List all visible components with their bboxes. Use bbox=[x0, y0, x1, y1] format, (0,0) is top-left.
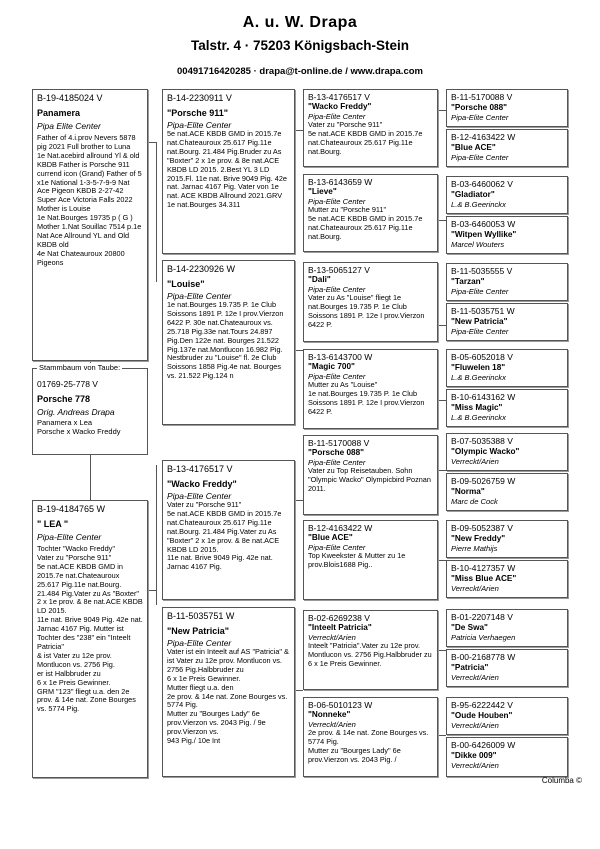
pigeon-name: "Porsche 911" bbox=[167, 108, 229, 118]
pedigree-notes: 5e nat.ACE KBDB GMD in 2015.7e nat.Chateauroux 25.617 Pig.11e nat.Bourg. 21.484 Pig.Bruder zu As "Boxter" 2 x 1e prov. & 8e nat.ACE KBDB LD 2015. 2.Best YL 3 LD 2015.Fl. 11e nat. Brive 9049 Pig. 42e nat. Jarnac 4167 Pig. Vater von 1e nat. ACE KBDB Allround 2021.GRV 1e nat.Bourges 34.311 bbox=[167, 129, 287, 210]
ring-number: B-11-5170088 V bbox=[308, 438, 370, 448]
subject-pigeon-card bbox=[32, 363, 148, 455]
owner-name: Pipa-Elite Center bbox=[451, 327, 509, 336]
pedigree-notes: Vater zu "Porsche 911" 5e nat.ACE KBDB GMD in 2015.7e nat.Chateauroux 25.617 Pig.11e nat.Bourg. bbox=[308, 120, 423, 156]
pigeon-name: "Norma" bbox=[451, 487, 485, 496]
pigeon-name: "Wacko Freddy" bbox=[167, 479, 237, 489]
connector-line bbox=[156, 465, 157, 605]
ancestor-card bbox=[446, 349, 568, 387]
connector-line bbox=[295, 500, 303, 501]
pedigree-notes: Vater zu "Porsche 911" 5e nat.ACE KBDB GMD in 2015.7e nat.Chateauroux 25.617 Pig.11e nat.Bourg. 21.484 Pig.Vater zu As "Boxter" 2 x 1e prov. & 8e nat.ACE KBDB LD 2015. 11e nat. Brive 9049 Pig. 42e nat. Jarnac 4167 Pig. bbox=[167, 500, 282, 572]
grandsire-card bbox=[162, 460, 295, 600]
pigeon-name: "Gladiator" bbox=[451, 190, 495, 199]
pedigree-notes: Vater ist ein Inteelt auf AS "Patricia" & ist Vater zu 12e prov. Montlucon vs. 2756 Pig.Halbbruder zu 6 x 1e Preis Gewinner. Mutter fliegt u.a. den 2e prov. & 14e nat. Zone Bourges vs. 5774 Pig. Mutter zu "Bourges Lady" 6e prov.Vierzon vs. 2043 Pig. / 9e prov.Vierzon vs. 943 Pig./ 10e Int bbox=[167, 647, 289, 746]
ring-number: B-00-6426009 W bbox=[451, 740, 516, 750]
owner-name: Orig. Andreas Drapa bbox=[37, 407, 115, 417]
ring-number: B-05-6052018 V bbox=[451, 352, 513, 362]
connector-line bbox=[148, 590, 156, 591]
connector-line bbox=[438, 220, 446, 221]
dam-card bbox=[32, 500, 148, 778]
ancestor-card bbox=[303, 174, 438, 252]
ring-number: B-13-4176517 V bbox=[167, 464, 233, 474]
pigeon-name: Panamera bbox=[37, 108, 81, 118]
connector-line bbox=[438, 400, 446, 401]
pigeon-name: "New Patricia" bbox=[451, 317, 508, 326]
owner-name: Pipa-Elite Center bbox=[167, 120, 232, 130]
granddam-card bbox=[162, 607, 295, 777]
sire-card bbox=[32, 89, 148, 361]
ancestor-card bbox=[446, 433, 568, 471]
ancestor-card bbox=[303, 349, 438, 429]
pigeon-name: "New Freddy" bbox=[451, 534, 506, 543]
ring-number: B-14-2230911 V bbox=[167, 93, 232, 103]
connector-line bbox=[438, 560, 446, 561]
ring-number: B-14-2230926 W bbox=[167, 264, 236, 274]
pigeon-name: "Miss Blue ACE" bbox=[451, 574, 517, 583]
ring-number: B-11-5035751 W bbox=[167, 611, 235, 621]
owner-name: Pipa-Elite Center bbox=[308, 372, 366, 381]
ancestor-card bbox=[446, 737, 568, 777]
ring-number: B-11-5035555 V bbox=[451, 266, 513, 276]
owner-name: Pipa-Elite Center bbox=[308, 197, 366, 206]
ring-number: B-07-5035388 V bbox=[451, 436, 513, 446]
connector-line bbox=[438, 110, 446, 111]
ancestor-card bbox=[446, 176, 568, 214]
ancestor-card bbox=[303, 262, 438, 342]
ancestor-card bbox=[446, 560, 568, 598]
owner-name: Pipa-Elite Center bbox=[308, 112, 366, 121]
owner-name: Pipa-Elite Center bbox=[451, 113, 509, 122]
ring-number: B-12-4163422 W bbox=[308, 523, 373, 533]
ancestor-card bbox=[303, 89, 438, 167]
pigeon-name: "Dali" bbox=[308, 275, 331, 284]
ring-number: B-12-4163422 W bbox=[451, 132, 516, 142]
ancestor-card bbox=[446, 89, 568, 127]
pedigree-notes: Inteelt "Patricia".Vater zu 12e prov. Montlucon vs. 2756 Pig.Halbbruder zu 6 x 1e Preis Gewinner. bbox=[308, 641, 432, 668]
connector-line bbox=[148, 142, 156, 143]
pigeon-name: "Miss Magic" bbox=[451, 403, 503, 412]
ring-number: B-19-4184765 W bbox=[37, 504, 106, 514]
owner-name: Verreckt/Arien bbox=[308, 633, 356, 642]
pigeon-name: "Wacko Freddy" bbox=[308, 102, 372, 111]
ring-number: B-13-5065127 V bbox=[308, 265, 370, 275]
ancestor-card bbox=[446, 303, 568, 341]
ancestor-card bbox=[303, 610, 438, 690]
pigeon-name: "Magic 700" bbox=[308, 362, 355, 371]
pedigree-notes: Vater zu Top Reisetauben. Sohn "Olympic Wacko" Olympicbird Poznan 2011. bbox=[308, 466, 431, 493]
pedigree-notes: 1e nat.Bourges 19.735 P. 1e Club Soissons 1891 P. 12e I prov.Vierzon 6422 P. 30e nat.Chateauroux vs. 25.718 Pig.33e nat.Tours 24.897 Pig.Den 122e nat. Bourges 21.522 Pig.137e nat.Montlucon 16.982 Pig. Nestbruder zu "Louise" fl. 2e Club Soissons 1858 Pig.4e nat. Bourges vs. 21.522 Pig.124 n bbox=[167, 300, 284, 381]
pedigree-notes: Father of 4.i.prov Nevers 5878 pig 2021 Full brother to Luna 1e Nat.acebird allround Yl & old KBDB Father is Porsche 911 currend icon (Grand) Father of 5 x1e National 1-3-5-7-9-9 Nat Ace Pigeon KBDB 2-27-42 Super Ace Victoria Falls 2022 Mother is Louise 1e Nat.Bourges 19735 p ( G ) Mother 1.Nat Souillac 7514 p.1e Nat Ace Allround YL and Old KBDB old 4e Nat Chateauroux 20800 Pigeons bbox=[37, 133, 142, 267]
owner-name: L.& B.Geerinckx bbox=[451, 413, 506, 422]
pigeon-name: "Porsche 088" bbox=[308, 448, 365, 457]
ring-number: B-13-6143659 W bbox=[308, 177, 373, 187]
grandsire-card bbox=[162, 89, 295, 254]
connector-line bbox=[438, 650, 446, 651]
connector-line bbox=[295, 350, 303, 351]
owner-name: Pipa Elite Center bbox=[37, 121, 101, 131]
connector-line bbox=[156, 142, 157, 282]
ring-number: B-02-6269238 V bbox=[308, 613, 370, 623]
owner-name: Marc de Cock bbox=[451, 497, 498, 506]
ring-number: B-09-5026759 W bbox=[451, 476, 516, 486]
owner-name: Verreckt/Arien bbox=[451, 457, 499, 466]
pigeon-name: Porsche 778 bbox=[37, 394, 91, 404]
granddam-card bbox=[162, 260, 295, 425]
owner-name: Pipa-Elite Center bbox=[308, 458, 366, 467]
pigeon-name: "Fluwelen 18" bbox=[451, 363, 506, 372]
connector-line bbox=[295, 690, 303, 691]
ancestor-card bbox=[446, 473, 568, 511]
owner-name: Verreckt/Arien bbox=[451, 673, 499, 682]
pigeon-name: "Nonneke" bbox=[308, 710, 351, 719]
owner-name: L.& B.Geerinckx bbox=[451, 373, 506, 382]
pedigree-notes: Vater zu As "Louise" fliegt 1e nat.Bourges 19.735 P. 1e Club Soissons 1891 P. 12e I prov.Vierzon 6422 P. bbox=[308, 293, 425, 329]
breeder-title: A. u. W. Drapa bbox=[242, 14, 358, 31]
ring-number: B-03-6460062 V bbox=[451, 179, 513, 189]
pedigree-notes: Panamera x Lea Porsche x Wacko Freddy bbox=[37, 418, 121, 436]
pigeon-name: "Blue ACE" bbox=[308, 533, 353, 542]
ancestor-card bbox=[446, 216, 568, 254]
pedigree-notes: Mutter zu "Porsche 911" 5e nat.ACE KBDB GMD in 2015.7e nat.Chateauroux 25.617 Pig.11e nat.Bourg. bbox=[308, 205, 423, 241]
pigeon-name: "Inteelt Patricia" bbox=[308, 623, 372, 632]
ring-number: B-09-5052387 V bbox=[451, 523, 513, 533]
ancestor-card bbox=[303, 435, 438, 515]
ancestor-card bbox=[446, 520, 568, 558]
connector-line bbox=[438, 735, 446, 736]
owner-name: Pipa-Elite Center bbox=[451, 287, 509, 296]
pigeon-name: "Tarzan" bbox=[451, 277, 485, 286]
pigeon-name: "Olympic Wacko" bbox=[451, 447, 520, 456]
ring-number: B-11-5170088 V bbox=[451, 92, 513, 102]
software-credit: Columba © bbox=[541, 776, 582, 785]
pedigree-notes: Mutter zu As "Louise" 1e nat.Bourges 19.735 P. 1e Club Soissons 1891 P. 12e I prov.Vierzon 6422 P. bbox=[308, 380, 425, 416]
ancestor-card bbox=[446, 129, 568, 167]
ring-number: B-10-4127357 W bbox=[451, 563, 516, 573]
ring-number: B-95-6222442 V bbox=[451, 700, 513, 710]
ring-number: B-11-5035751 W bbox=[451, 306, 515, 316]
owner-name: Pipa-Elite Center bbox=[308, 285, 366, 294]
owner-name: Pipa-Elite Center bbox=[167, 638, 232, 648]
ring-number: B-03-6460053 W bbox=[451, 219, 516, 229]
ring-number: B-13-4176517 V bbox=[308, 92, 370, 102]
owner-name: Pipa-Elite Center bbox=[37, 532, 102, 542]
ancestor-card bbox=[446, 697, 568, 735]
ancestor-card bbox=[303, 697, 438, 777]
pedigree-notes: Tochter "Wacko Freddy" Vater zu "Porsche 911" 5e nat.ACE KBDB GMD in 2015.7e nat.Chateauroux 25.617 Pig.11e nat.Bourg. 21.484 Pig.Vater zu As "Boxter" 2 x 1e prov. & 8e nat.ACE KBDB LD 2015. 11e nat. Brive 9049 Pig. 42e nat. Jarnac 4167 Pig. Mutter ist Tochter des "238" ein "Inteelt Patricia" & ist Vater zu 12e prov. Montlucon vs. 2756 Pig. er ist Halbbruder zu 6 x 1e Preis Gewinner. GRM "123" fliegt u.a. den 2e prov. & 14e nat. Zone Bourges vs. 5774 Pig. bbox=[37, 544, 143, 714]
pigeon-name: "Louise" bbox=[167, 279, 205, 289]
ring-number: B-19-4185024 V bbox=[37, 93, 103, 103]
connector-line bbox=[438, 325, 446, 326]
ancestor-card bbox=[303, 520, 438, 600]
owner-name: Patricia Verhaegen bbox=[451, 633, 516, 642]
owner-name: Pipa-Elite Center bbox=[451, 153, 509, 162]
ancestor-card bbox=[446, 263, 568, 301]
owner-name: Pipa-Elite Center bbox=[167, 291, 232, 301]
owner-name: Verreckt/Arien bbox=[451, 761, 499, 770]
ring-number: B-00-2168778 W bbox=[451, 652, 516, 662]
pigeon-name: " LEA " bbox=[37, 519, 69, 529]
pigeon-name: "Witpen Wyllike" bbox=[451, 230, 517, 239]
connector-line bbox=[295, 130, 303, 131]
pigeon-name: "Porsche 088" bbox=[451, 103, 508, 112]
ring-number: 01769-25-778 V bbox=[37, 379, 98, 389]
pigeon-name: "De Swa" bbox=[451, 623, 488, 632]
pedigree-notes: 2e prov. & 14e nat. Zone Bourges vs. 5774 Pig. Mutter zu "Bourges Lady" 6e prov.Vierzon vs. 2043 Pig. / bbox=[308, 728, 429, 764]
ring-number: B-06-5010123 W bbox=[308, 700, 373, 710]
owner-name: Verreckt/Arien bbox=[308, 720, 356, 729]
owner-name: Marcel Wouters bbox=[451, 240, 505, 249]
pigeon-name: "Blue ACE" bbox=[451, 143, 496, 152]
owner-name: L.& B.Geerinckx bbox=[451, 200, 506, 209]
owner-name: Verreckt/Arien bbox=[451, 721, 499, 730]
ring-number: B-10-6143162 W bbox=[451, 392, 516, 402]
owner-name: Pipa-Elite Center bbox=[308, 543, 366, 552]
breeder-contact: 00491716420285 · drapa@t-online.de / www.drapa.com bbox=[177, 66, 423, 77]
breeder-address: Talstr. 4 · 75203 Königsbach-Stein bbox=[190, 38, 410, 53]
pedigree-notes: Top Kweekster & Mutter zu 1e prov.Blois1688 Pig.. bbox=[308, 551, 406, 569]
pigeon-name: "New Patricia" bbox=[167, 626, 230, 636]
pigeon-name: "Dikke 009" bbox=[451, 751, 497, 760]
pigeon-name: "Oude Houben" bbox=[451, 711, 513, 720]
ring-number: B-13-6143700 W bbox=[308, 352, 373, 362]
connector-line bbox=[90, 455, 91, 501]
ancestor-card bbox=[446, 389, 568, 427]
owner-name: Verreckt/Arien bbox=[451, 584, 499, 593]
ancestor-card bbox=[446, 609, 568, 647]
pigeon-name: "Patricia" bbox=[451, 663, 489, 672]
pedigree-label: Stammbaum von Taube: bbox=[39, 363, 121, 372]
owner-name: Pipa-Elite Center bbox=[167, 491, 232, 501]
connector-line bbox=[438, 470, 446, 471]
pigeon-name: "Lieve" bbox=[308, 187, 337, 196]
ancestor-card bbox=[446, 649, 568, 687]
ring-number: B-01-2207148 V bbox=[451, 612, 513, 622]
owner-name: Pierre Mathijs bbox=[451, 544, 498, 553]
